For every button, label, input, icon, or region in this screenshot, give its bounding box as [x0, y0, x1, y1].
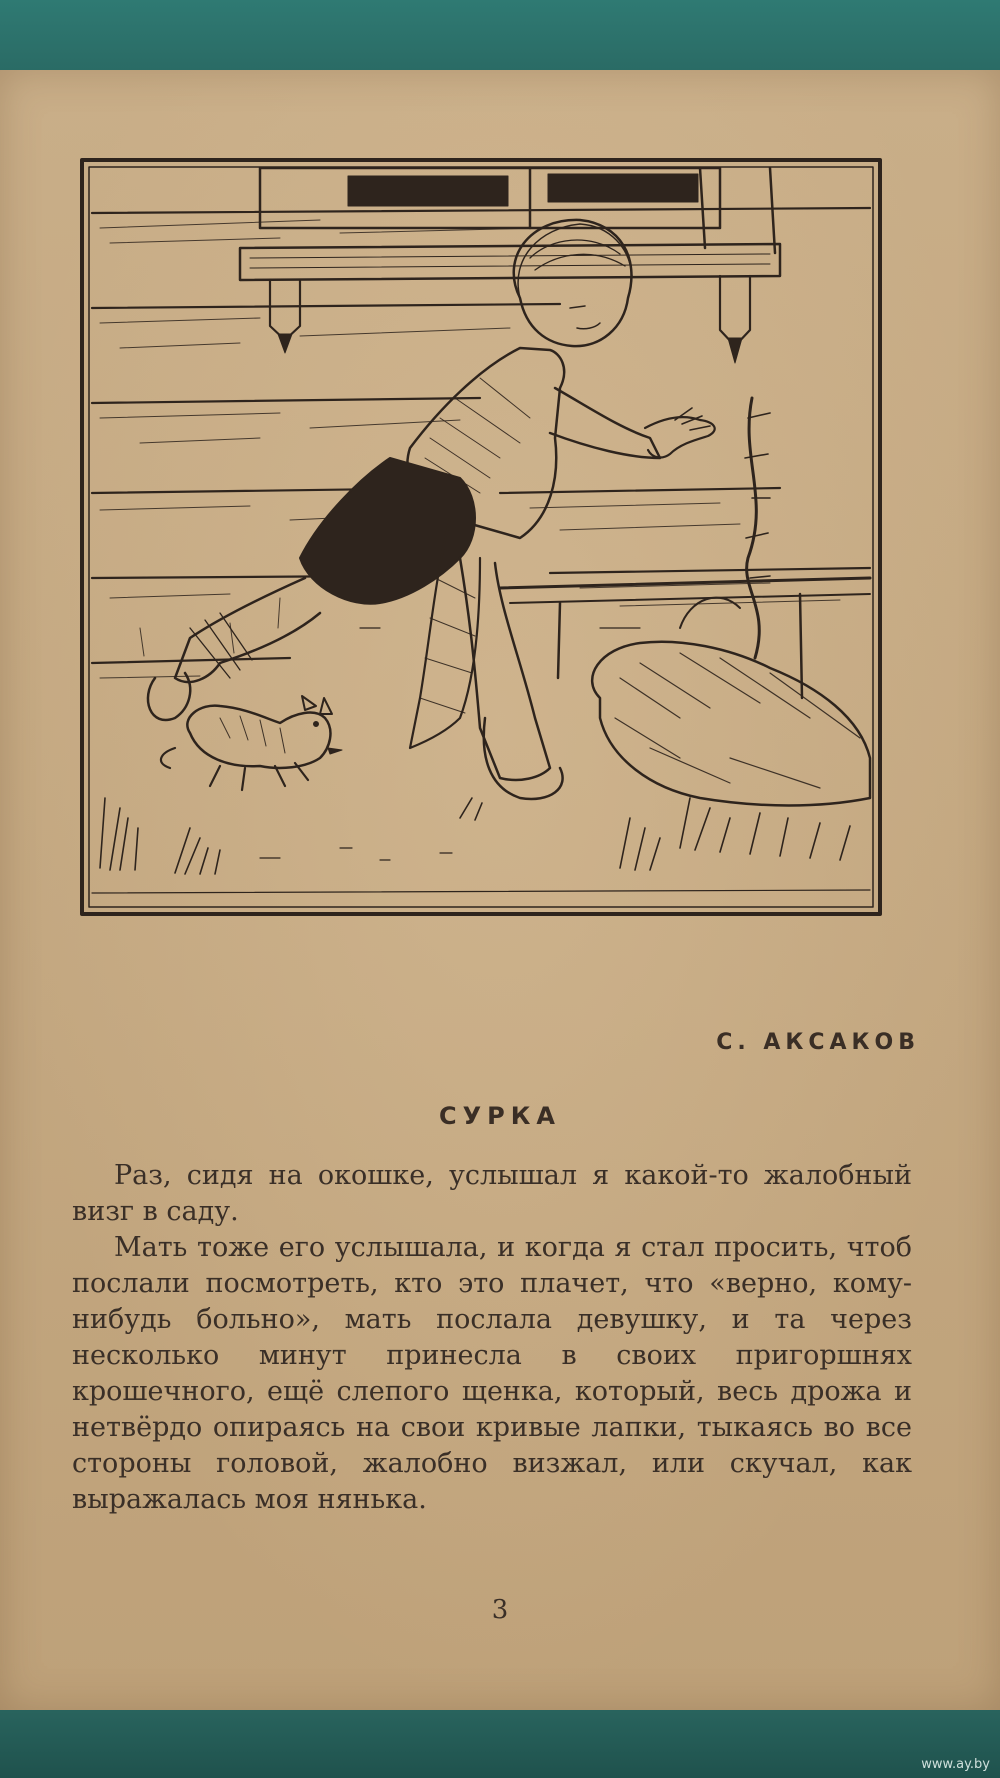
author-name: С. АКСАКОВ [716, 1030, 920, 1055]
background-top [0, 0, 1000, 75]
paragraph: Мать тоже его услышала, и когда я стал просить, чтоб послали посмотреть, кто это плачет, что «верно, кому-нибудь больно», мать послала девушку, и та через несколько минут принесла в своих пригоршнях крошечного, ещё слепого щенка, который, весь дрожа и нетвёрдо опираясь на свои кривые лапки, тыкаясь во все стороны головой, жалобно визжал, или скучал, как выражалась моя нянька. [72, 1232, 912, 1515]
story-text [72, 1158, 912, 1518]
background-bottom [0, 1700, 1000, 1778]
book-page [0, 70, 1000, 1710]
illustration-drawing [80, 158, 882, 916]
illustration [80, 158, 882, 916]
watermark: www.ay.by [921, 1757, 990, 1772]
page-number: 3 [491, 1595, 509, 1625]
paragraph: Раз, сидя на окошке, услышал я какой-то жалобный визг в саду. [72, 1160, 912, 1227]
story-title: СУРКА [439, 1102, 561, 1130]
